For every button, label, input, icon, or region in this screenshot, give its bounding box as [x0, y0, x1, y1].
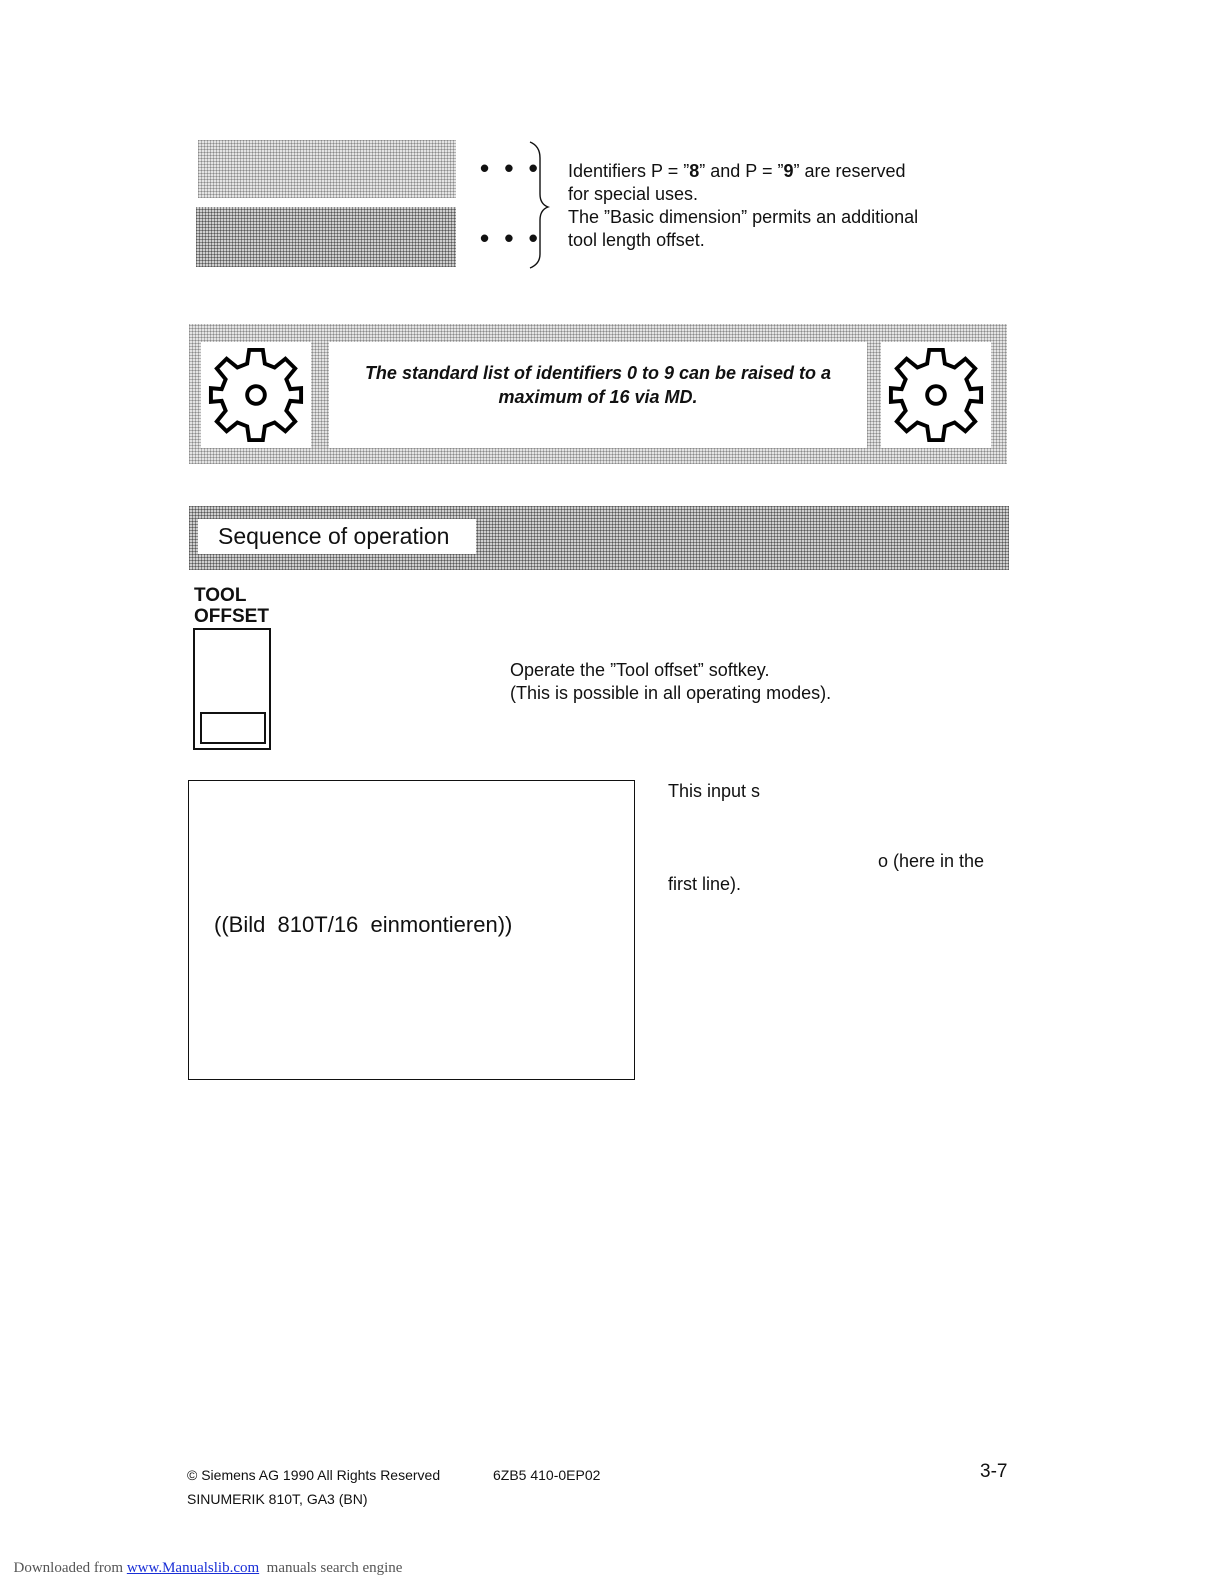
watermark-prefix: Downloaded from: [13, 1560, 127, 1576]
reserved-note-line-3: The ”Basic dimension” permits an additional: [568, 207, 919, 227]
figure-placeholder-caption: ((Bild 810T/16 einmontieren)): [214, 912, 513, 937]
step-1-text: [510, 659, 930, 705]
left-gear-panel: [201, 342, 311, 448]
reserved-identifiers-note: [568, 160, 968, 252]
softkey-button-face: [200, 712, 266, 744]
softkey-label-line-1: TOOL: [194, 585, 247, 606]
tool-offset-softkey[interactable]: [193, 628, 271, 750]
step-2-line-2: o (here in the: [878, 851, 985, 871]
machine-data-note-box: [189, 324, 1007, 464]
step-2-line-1: This input s: [668, 781, 761, 801]
footer-copyright: © Siemens AG 1990 All Rights Reserved: [187, 1467, 441, 1483]
right-gear-panel: [881, 342, 991, 448]
reserved-note-line-2: for special uses.: [568, 184, 699, 204]
footer-order-number: 6ZB5 410-0EP02: [493, 1467, 601, 1483]
reserved-note-line-4: tool length offset.: [568, 230, 705, 250]
reserved-note-line-1: Identifiers P = ”8” and P = ”9” are reserved: [568, 161, 906, 181]
machine-data-note-line-1: The standard list of identifiers 0 to 9 can be raised to a: [364, 363, 832, 383]
curly-brace-icon: [526, 140, 552, 270]
step-1-line-2: (This is possible in all operating modes).: [510, 683, 832, 703]
softkey-label: [194, 585, 269, 627]
shaded-field-bar-2: [196, 207, 456, 267]
section-heading: Sequence of operation: [218, 523, 450, 549]
section-heading-bar: [189, 506, 1009, 570]
page-number: 3-7: [980, 1461, 1008, 1482]
softkey-label-line-2: OFFSET: [194, 606, 269, 627]
step-2-line-3: first line).: [668, 874, 742, 894]
manualslib-link[interactable]: www.Manualslib.com: [126, 1560, 260, 1576]
screen-figure-placeholder: [188, 780, 635, 1080]
machine-data-note-line-2: maximum of 16 via MD.: [498, 387, 698, 407]
step-1-line-1: Operate the ”Tool offset” softkey.: [510, 660, 770, 680]
ellipsis-dots-2: • • •: [480, 223, 542, 253]
footer-product: SINUMERIK 810T, GA3 (BN): [187, 1491, 368, 1507]
shaded-field-bar-1: [198, 140, 456, 198]
download-watermark: [6, 1543, 402, 1577]
ellipsis-dots-1: • • •: [480, 153, 542, 183]
gear-icon: [207, 346, 305, 444]
watermark-suffix: manuals search engine: [259, 1560, 403, 1576]
section-heading-panel: [198, 519, 476, 554]
machine-data-note-panel: [329, 342, 867, 448]
gear-icon: [887, 346, 985, 444]
